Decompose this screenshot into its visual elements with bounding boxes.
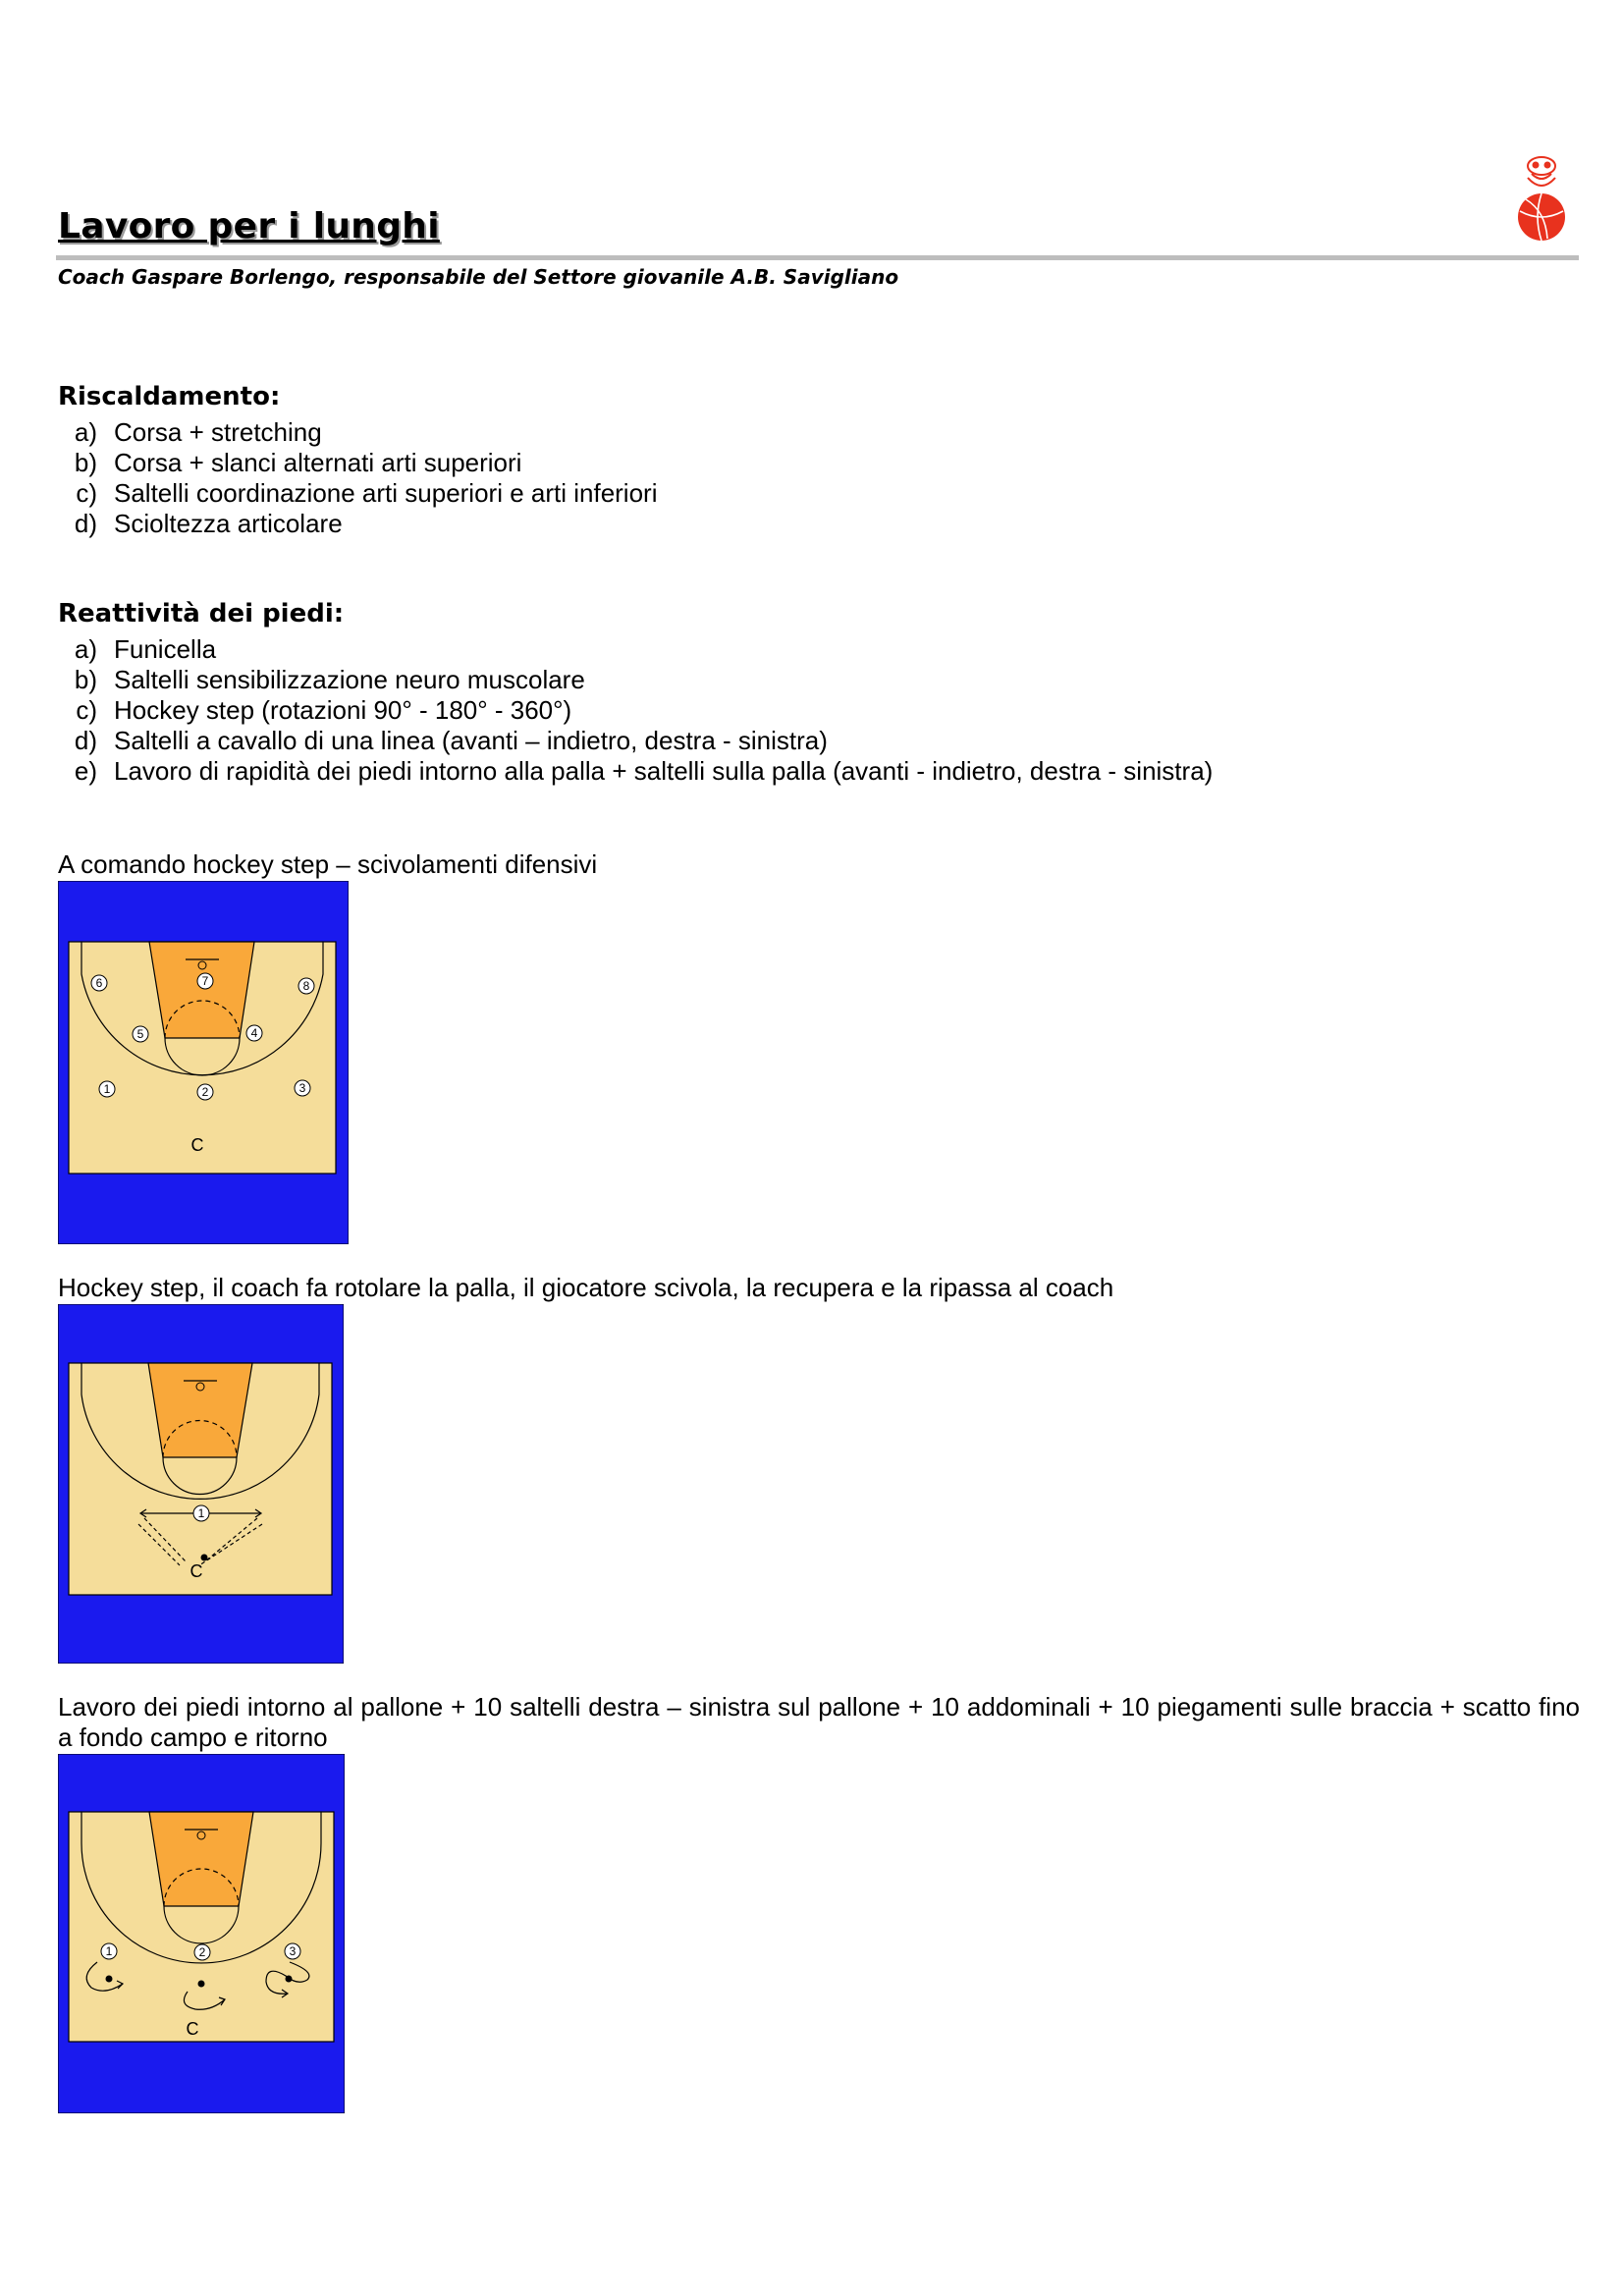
player-marker bbox=[285, 1943, 300, 1959]
list-item bbox=[58, 695, 1213, 726]
svg-text:2: 2 bbox=[201, 1085, 209, 1099]
section-heading-footwork: Reattività dei piedi: bbox=[58, 599, 345, 629]
svg-text:7: 7 bbox=[201, 974, 209, 988]
player-marker bbox=[246, 1025, 262, 1041]
list-item bbox=[58, 478, 657, 509]
svg-text:3: 3 bbox=[298, 1081, 306, 1095]
list-text: Saltelli sensibilizzazione neuro muscolare bbox=[114, 665, 585, 694]
svg-text:4: 4 bbox=[250, 1026, 258, 1040]
svg-text:6: 6 bbox=[95, 976, 103, 990]
svg-text:1: 1 bbox=[197, 1506, 205, 1520]
list-text: Corsa + slanci alternati arti superiori bbox=[114, 448, 522, 477]
title-divider bbox=[56, 255, 1579, 260]
svg-text:2: 2 bbox=[198, 1945, 206, 1959]
coach-label: C bbox=[190, 1135, 204, 1155]
svg-text:3: 3 bbox=[289, 1944, 297, 1958]
svg-text:5: 5 bbox=[136, 1027, 144, 1041]
court-diagram-2 bbox=[58, 1304, 344, 1664]
player-marker bbox=[91, 975, 107, 991]
list-text: Corsa + stretching bbox=[114, 417, 322, 447]
ball-marker bbox=[201, 1555, 208, 1561]
list-item bbox=[58, 665, 1213, 695]
list-letter: c) bbox=[76, 695, 97, 725]
court-diagram-1 bbox=[58, 881, 349, 1244]
svg-text:1: 1 bbox=[103, 1082, 111, 1096]
ball-marker bbox=[106, 1976, 113, 1983]
list-item bbox=[58, 509, 657, 539]
player-marker bbox=[99, 1081, 115, 1097]
list-letter: a) bbox=[74, 634, 97, 664]
coach-label: C bbox=[189, 1561, 203, 1581]
list-letter: d) bbox=[74, 726, 97, 755]
player-marker bbox=[197, 973, 213, 989]
club-logo-icon bbox=[1512, 154, 1571, 245]
list-text: Scioltezza articolare bbox=[114, 509, 343, 538]
court-diagram-3 bbox=[58, 1754, 345, 2113]
svg-text:1: 1 bbox=[105, 1944, 113, 1958]
list-letter: a) bbox=[74, 417, 97, 447]
list-text: Saltelli coordinazione arti superiori e arti inferiori bbox=[114, 478, 658, 508]
player-marker bbox=[193, 1505, 209, 1521]
svg-text:8: 8 bbox=[302, 979, 310, 993]
drill-caption-1: A comando hockey step – scivolamenti difensivi bbox=[58, 849, 598, 879]
ball-marker bbox=[198, 1981, 205, 1988]
list-item bbox=[58, 448, 657, 478]
list-letter: c) bbox=[76, 478, 97, 508]
page-title: Lavoro per i lunghi bbox=[58, 206, 440, 246]
list-letter: d) bbox=[74, 509, 97, 538]
list-text: Funicella bbox=[114, 634, 217, 664]
player-marker bbox=[101, 1943, 117, 1959]
player-marker bbox=[194, 1944, 210, 1960]
drill-caption-2: Hockey step, il coach fa rotolare la palla, il giocatore scivola, la recupera e la ripassa al coach bbox=[58, 1273, 1114, 1302]
list-text: Hockey step (rotazioni 90° - 180° - 360°) bbox=[114, 695, 572, 725]
list-item bbox=[58, 634, 1213, 665]
player-marker bbox=[295, 1080, 310, 1096]
player-marker bbox=[197, 1084, 213, 1100]
player-marker bbox=[298, 978, 314, 994]
list-item bbox=[58, 726, 1213, 756]
list-item bbox=[58, 756, 1213, 787]
section-heading-warmup: Riscaldamento: bbox=[58, 382, 281, 411]
footwork-list bbox=[58, 634, 1213, 787]
list-letter: b) bbox=[74, 448, 97, 477]
list-letter: e) bbox=[74, 756, 97, 786]
list-text: Lavoro di rapidità dei piedi intorno alla palla + saltelli sulla palla (avanti - indietro, destra - sinistra) bbox=[114, 756, 1214, 786]
page-subtitle: Coach Gaspare Borlengo, responsabile del Settore giovanile A.B. Savigliano bbox=[58, 265, 899, 289]
list-letter: b) bbox=[74, 665, 97, 694]
player-marker bbox=[133, 1026, 148, 1042]
coach-label: C bbox=[186, 2019, 199, 2039]
drill-caption-3: Lavoro dei piedi intorno al pallone + 10 saltelli destra – sinistra sul pallone + 10 addominali + 10 piegamenti sulle braccia + scatto fino a fondo campo e ritorno bbox=[58, 1692, 1580, 1752]
ball-marker bbox=[286, 1976, 293, 1983]
list-text: Saltelli a cavallo di una linea (avanti – indietro, destra - sinistra) bbox=[114, 726, 828, 755]
warmup-list bbox=[58, 417, 657, 539]
list-item bbox=[58, 417, 657, 448]
